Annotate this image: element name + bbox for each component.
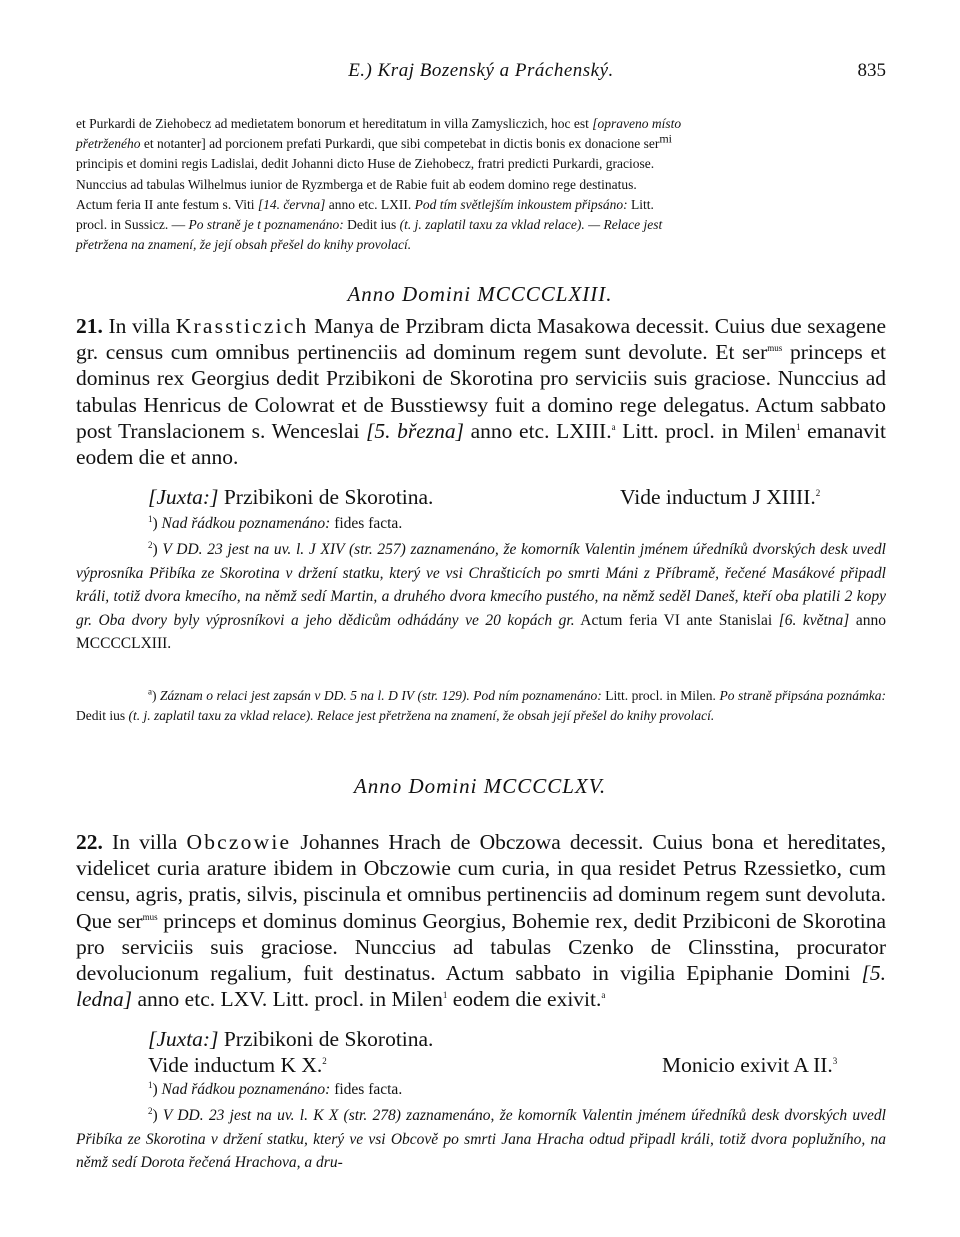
running-title: E.) Kraj Bozenský a Práchenský. [348,60,614,81]
editorial-note: Záznam o relaci jest zapsán v DD. 5 na l. D IV (str. 129). Pod ním poznamenáno: [160,688,602,703]
editorial-note: [opraveno místo [592,116,682,131]
entry-number: 22. [76,830,103,854]
text-run: Manya de Przibram dicta Masakowa decessit. Cuius due sexagene gr. census cum omnibus pertinenciis ad dominum regem sunt devolute. Et ser [76,314,887,365]
footnote-ref: a [601,990,606,1001]
text-run: anno MCCCCLXIII. [76,611,886,653]
juxta-note [148,1026,433,1052]
text-run: Litt. procl. in Milen [615,418,797,443]
monicio-note [662,1052,837,1078]
year-heading: Anno Domini MCCCCLXIII. [347,282,613,306]
vide-text: Vide inductum J XIIII. [620,485,816,509]
footnote-ref: 3 [832,1055,838,1066]
editorial-note: [6. května] [778,611,850,629]
place-name: Krassticzich [175,314,309,338]
footnote-text: $^1$) Nad řádkou poznamenáno: fides facta. [148,513,403,532]
footnote-mark: a [148,686,152,697]
text-run: et Purkardi de Ziehobecz ad medietatem bonorum et hereditatum in villa Zamysliczich, hoc est [76,116,593,131]
footnote-mark: 2 [148,1105,153,1116]
editorial-note: [5. března] [366,418,465,443]
editorial-note: V DD. 23 jest na uv. l. K X (str. 278) zaznamenáno, že komorník Valentin jménem úředníků desk dvorských uvedl Přibíka ze Skorotina v držení statku, který ve vsi Obcově po smrti Jana Hracha odtud připadl králi, totiž dvora poplužního, na němž sedí Dorota řečená Hrachova, a dru- [76,1107,886,1172]
footnote-text: $^2$) V DD. 23 jest na uv. l. J XIV (str. 257) zaznamenáno, že komorník Valentin jménem úředníků dvorských desk uvedl výprosníka Přibíka ze Skorotina v držení statku, který ve vsi Chrašticích po smrti Máni z Příbramě, řečené Masákové připadl králi, totiž dvora kmecího, na němž sedí Martin, a druhého dvora kmecího pustého, na němž seděl Daneš, kteří oba platili 2 kopy gr. Oba dvory byly výprosníkovi a jeho dědicům odhádány ve 20 kopách gr. Actum feria VI ante Stanislai [6. května] anno MCCCCLXIII. [76,539,886,653]
editorial-note: Po straně je t poznamenáno: [188,217,344,233]
year-heading: Anno Domini MCCCCLXV. [353,774,607,798]
text-run: princeps et dominus dominus Georgius, Bohemie rex, dedit Przibiconi de Skorotina pro serviciis suis graciose. Nunccius ad tabulas Czenko de Clinsstina, procurator devolucionum regalium, fuit destinatus. Actum sabbato in vigilia Epiphanie Domini [76,908,887,986]
text-run: In villa [102,830,187,854]
footnote-ref: 2 [815,487,821,498]
text-run: fides facta. [330,515,403,532]
footnote-a [76,686,886,726]
editorial-note: [5. ledna] [76,961,886,1012]
text-run: Litt. procl. in Milen. [601,688,720,703]
text-run: Actum feria VI ante Stanislai [574,611,779,629]
place-name: Obczowie [186,830,292,854]
editorial-note: Po straně připsána poznámka: [719,688,886,703]
editorial-note: Pod tím světlejším inkoustem připsáno: [414,196,628,212]
juxta-name: Przibikoni de Skorotina. [218,1027,434,1051]
footnote-1 [76,1078,886,1102]
footnote-mark: 2 [148,539,153,550]
vide-text: Vide inductum K X. [148,1053,323,1077]
footnote-mark: 1 [148,513,153,524]
text-run: Dedit ius [343,217,400,233]
continuation-paragraph [76,114,886,255]
footnote-2 [76,538,886,656]
superscript: mus [142,911,158,922]
footnote-ref: 1 [442,990,448,1001]
editorial-note: Nad řádkou poznamenáno: [161,515,331,532]
vide-note [620,484,820,510]
editorial-note: [14. června] [257,196,326,212]
entry-22 [76,829,886,1012]
text-line [76,114,886,134]
footnote-text: $^1$) Nad řádkou poznamenáno: fides facta. [148,1079,403,1098]
footnote-ref: 1 [796,421,801,432]
text-run: anno etc. LXII. [325,196,415,212]
text-line: principis et domini regis Ladislai, dedit Johanni dicto Huse de Ziehobecz, fratri predicti Purkardi, graciose. [76,156,655,172]
footnote-text: $^2$) V DD. 23 jest na uv. l. K X (str. 278) zaznamenáno, že komorník Valentin jménem úředníků desk dvorských uvedl Přibíka ze Skorotina v držení statku, který ve vsi Obcově po smrti Jana Hracha odtud připadl králi, totiž dvora poplužního, na němž sedí Dorota řečená Hrachova, a dru- [76,1105,886,1172]
text-run: eodem die exivit. [447,987,602,1012]
text-run: Actum feria II ante festum s. Viti [76,196,258,212]
juxta-name: Przibikoni de Skorotina. [218,485,434,509]
page-header [76,60,886,88]
text-run: et notanter] ad porcionem prefati Purkardi, que sibi competebat in dictis bonis ex donacione ser [140,136,660,152]
monicio-text: Monicio exivit A II. [662,1053,833,1077]
editorial-note: (t. j. zaplatil taxu za vklad relace). Relace jest přetržena na znamení, že obsah její přešel do knihy provolací. [128,708,715,724]
footnote-ref: a [611,421,616,432]
text-run: Litt. [627,196,654,212]
text-run: emanavit eodem die et anno. [76,418,886,470]
text-run: procl. in Sussicz. — [76,217,189,233]
text-run: princeps et dominus rex Georgius dedit Przibikoni de Skorotina pro serviciis suis graciose. Nunccius ad tabulas Henricus de Colowrat et de Busstiewsy fuit a domino rege delegatus. Actum sabbato post Translacionem s. Wenceslai [76,340,886,443]
text-run: Johannes Hrach de Obczowa decessit. Cuius bona et hereditates, videlicet curia arature ibidem in Obczowie cum curia, in qua residet Petrus Rzessietko, cum censu, agris, pratis, silvis, piscinula et omnibus pertinenciis ad dominum regem sunt devoluta. Que ser [76,830,886,933]
entry-number: 21. [76,314,103,338]
superscript: mus [767,343,783,354]
footnote-2 [76,1104,886,1175]
editorial-note: přetrženého [76,136,141,152]
text-line [76,131,886,154]
juxta-label: [Juxta:] [148,485,219,509]
text-line: přetržena na znamení, že její obsah přešel do knihy provolací. [76,237,412,253]
text-line: Nunccius ad tabulas Wilhelmus iunior de Ryzmberga et de Rabie fuit ab eodem domino rege destinatus. [76,176,637,192]
page-number: 835 [857,60,886,81]
entry-21 [76,313,886,470]
text-run: fides facta. [330,1081,403,1098]
footnote-text: $^a$) Záznam o relaci jest zapsán v DD. 5 na l. D IV (str. 129). Pod ním poznamenáno: Litt. procl. in Milen. Po straně připsána poznámka: Dedit ius (t. j. zaplatil taxu za vklad relace). Relace jest přetržena na znamení, že obsah její přešel do knihy provolací. [76,686,886,724]
footnote-1 [76,512,886,536]
text-run: Dedit ius [76,708,129,724]
superscript: mi [659,131,673,146]
footnote-ref: 2 [322,1055,327,1066]
text-line [76,195,886,215]
text-run: anno etc. LXIII. [464,418,612,443]
text-line [76,215,886,235]
entry-text [76,313,886,470]
juxta-label: [Juxta:] [148,1027,219,1051]
footnote-mark: 1 [148,1079,153,1090]
entry-text [76,829,886,1012]
text-run: In villa [102,314,176,338]
vide-note [148,1052,327,1078]
editorial-note: V DD. 23 jest na uv. l. J XIV (str. 257) zaznamenáno, že komorník Valentin jménem úředníků dvorských desk uvedl výprosníka Přibíka ze Skorotina v držení statku, který ve vsi Chrašticích po smrti Máni z Příbramě, řečené Masákové připadl králi, totiž dvora kmecího, na němž sedí Martin, a druhého dvora kmecího pustého, na němž seděl Daneš, kteří oba platili 2 kopy gr. Oba dvory byly výprosníkovi a jeho dědicům odhádány ve 20 kopách gr. [76,541,886,629]
editorial-note: (t. j. zaplatil taxu za vklad relace). — Relace jest [399,217,663,233]
text-run: anno etc. LXV. Litt. procl. in Milen [132,987,443,1012]
juxta-note [148,484,433,510]
editorial-note: Nad řádkou poznamenáno: [161,1081,331,1098]
